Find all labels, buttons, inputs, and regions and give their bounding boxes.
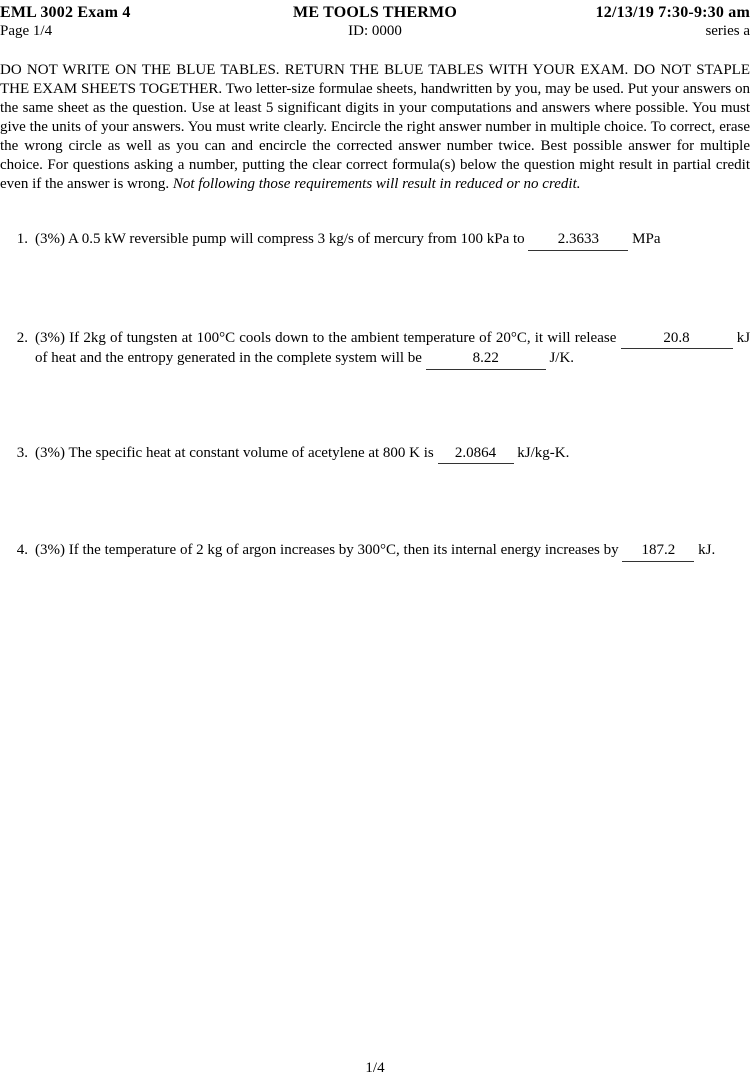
question-3-number: 3. — [16, 444, 28, 461]
page-header — [0, 0, 750, 41]
page-footer — [0, 1059, 750, 1078]
question-1-answer-blank: 2.3633 — [528, 230, 628, 251]
question-1-text: A 0.5 kW reversible pump will compress 3 kg/s of mercury from 100 kPa to — [67, 231, 525, 247]
course-title: ME TOOLS THERMO — [293, 4, 457, 21]
header-right — [457, 3, 750, 41]
instructions-emphasis: Not following those requirements will result in reduced or no credit. — [172, 176, 581, 192]
question-4-points: (3%) — [35, 542, 65, 558]
page-number-label: Page 1/4 — [0, 23, 53, 39]
question-2-text: If 2kg of tungsten at 100°C cools down to the ambient temperature of 20°C, it will release — [69, 329, 617, 346]
exam-title: EML 3002 Exam 4 — [0, 4, 131, 21]
question-2-unit: J/K. — [549, 350, 575, 366]
question-1-unit: MPa — [632, 231, 661, 247]
instructions-paragraph — [0, 61, 750, 194]
exam-datetime: 12/13/19 7:30-9:30 am — [595, 4, 750, 21]
question-1-points: (3%) — [35, 231, 65, 247]
question-4-answer-blank: 187.2 — [622, 541, 694, 562]
question-1 — [0, 230, 750, 251]
instructions-text: DO NOT WRITE ON THE BLUE TABLES. RETURN THE BLUE TABLES WITH YOUR EXAM. DO NOT STAPLE THE EXAM SHEETS TOGETHER. Two letter-size formulae sheets, handwritten by you, may be used. Put your answers on the same sheet as the question. Use at least 5 significant digits in your computations and answers where possible. You must give the units of your answers. You must write clearly. Encircle the right answer number in multiple choice. To correct, erase the wrong circle as well as you can and encircle the corrected answer number twice. Best possible answer for multiple choice. For questions asking a number, putting the clear correct formula(s) below the question might result in partial credit even if the answer is wrong. — [0, 62, 750, 192]
student-id: ID: 0000 — [348, 23, 402, 39]
question-3-text: The specific heat at constant volume of acetylene at 800 K is — [68, 444, 434, 461]
question-4-text: If the temperature of 2 kg of argon increases by 300°C, then its internal energy increases by — [68, 542, 619, 558]
header-left — [0, 3, 293, 41]
question-4-unit: kJ. — [698, 542, 716, 558]
question-3-points: (3%) — [35, 444, 65, 461]
question-4-number: 4. — [16, 542, 28, 558]
question-1-number: 1. — [16, 231, 28, 247]
header-center — [293, 3, 457, 41]
question-2-answer-blank-1: 20.8 — [621, 329, 733, 350]
series-label: series a — [705, 23, 750, 39]
question-4 — [0, 541, 750, 562]
question-2-number: 2. — [16, 329, 28, 346]
question-2-answer-blank-2: 8.22 — [426, 349, 546, 370]
question-2-points: (3%) — [35, 329, 65, 346]
question-3-unit: kJ/kg-K. — [517, 444, 570, 461]
question-3 — [0, 444, 750, 465]
question-2-text-mid: kJ of heat and the entropy generated in the complete system will be — [35, 329, 750, 366]
footer-page-indicator: 1/4 — [365, 1060, 385, 1076]
question-3-answer-blank: 2.0864 — [438, 444, 514, 465]
question-2 — [0, 329, 750, 370]
